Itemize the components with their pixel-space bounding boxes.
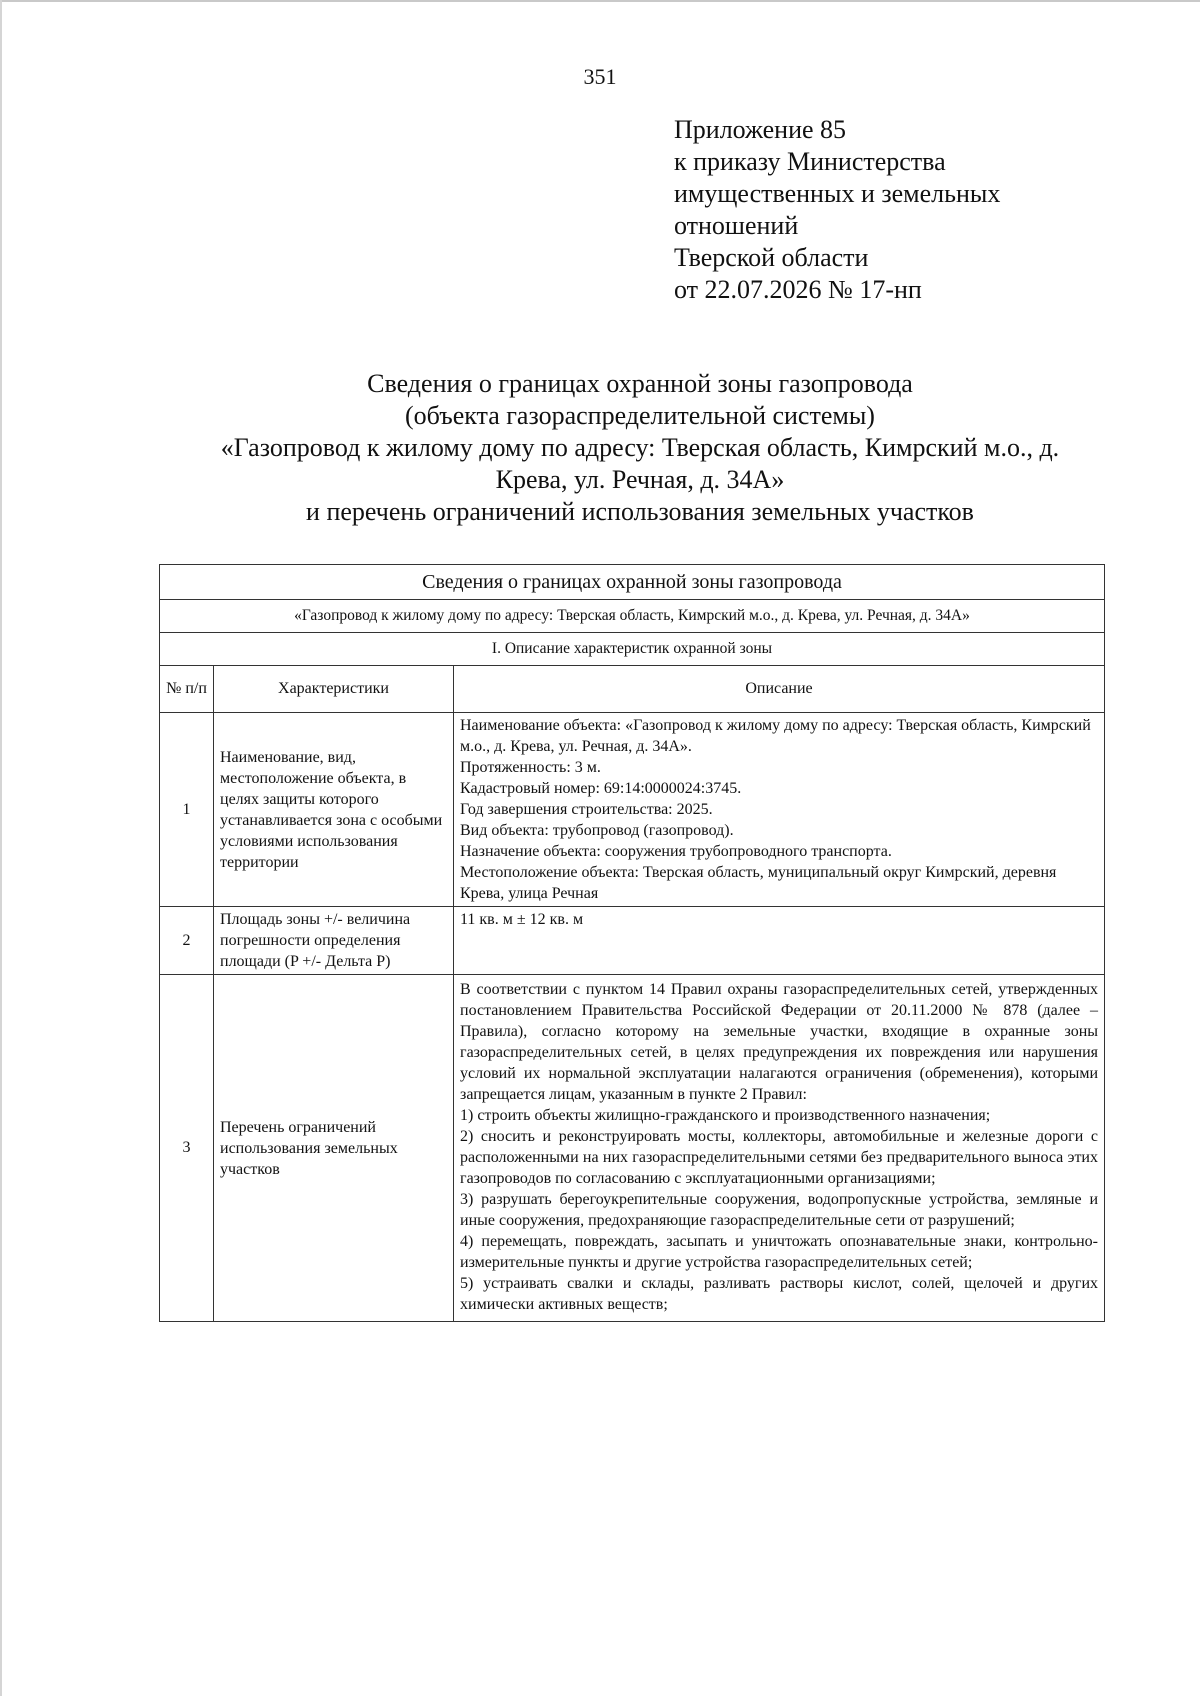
table-column-header-row [160,666,1105,713]
table-row [160,713,1105,907]
column-header-num: № п/п [160,666,214,713]
description-line: 5) устраивать свалки и склады, разливать растворы кислот, солей, щелочей и других химически активных веществ; [460,1275,1098,1313]
row-characteristic: Перечень ограничений использования земельных участков [214,975,454,1322]
appendix-line: Приложение 85 [674,115,847,144]
appendix-line: от 22.07.2026 № 17-нп [674,275,922,304]
title-line: Крева, ул. Речная, д. 34А» [495,465,785,494]
appendix-line: к приказу Министерства [674,147,946,176]
description-line: Местоположение объекта: Тверская область, муниципальный округ Кимрский, деревня Крева, улица Речная [460,864,1057,902]
table-object-row [160,600,1105,633]
appendix-line: имущественных и земельных [674,179,1001,208]
page-edge-left [0,0,2,1696]
row-characteristic: Наименование, вид, местоположение объекта, в целях защиты которого устанавливается зона с особыми условиями использования территории [214,713,454,907]
row-description [454,713,1105,907]
description-line: 3) разрушать берегоукрепительные сооружения, водопропускные устройства, земляные и иные сооружения, предохраняющие газораспределительные сети от разрушений; [460,1191,1098,1229]
row-description [454,907,1105,975]
description-line: Вид объекта: трубопровод (газопровод). [460,822,734,839]
page-edge-top [0,0,1200,2]
description-line: Кадастровый номер: 69:14:0000024:3745. [460,780,742,797]
table-section-row [160,633,1105,666]
title-line: (объекта газораспределительной системы) [405,401,875,430]
title-line: и перечень ограничений использования земельных участков [306,497,974,526]
description-line: 4) перемещать, повреждать, засыпать и уничтожать опознавательные знаки, контрольно-измерительные пункты и другие устройства газораспределительных сетей; [460,1233,1098,1271]
column-header-description: Описание [454,666,1105,713]
appendix-header [674,114,1000,306]
description-line: Год завершения строительства: 2025. [460,801,713,818]
title-line: «Газопровод к жилому дому по адресу: Тверская область, Кимрский м.о., д. [220,433,1060,462]
page-number: 351 [583,64,617,89]
appendix-line: Тверской области [674,243,869,272]
row-characteristic: Площадь зоны +/- величина погрешности определения площади (P +/- Дельта P) [214,907,454,975]
row-description [454,975,1105,1322]
table-row [160,975,1105,1322]
document-title [160,368,1120,528]
description-line: Протяженность: 3 м. [460,759,601,776]
table-section-title: I. Описание характеристик охранной зоны [160,633,1105,666]
table-main-header-row [160,565,1105,600]
row-number: 2 [160,907,214,975]
description-line: 11 кв. м ± 12 кв. м [460,911,584,928]
row-number: 1 [160,713,214,907]
column-header-characteristics: Характеристики [214,666,454,713]
description-line: 1) строить объекты жилищно-гражданского и производственного назначения; [460,1107,991,1124]
description-line: Наименование объекта: «Газопровод к жилому дому по адресу: Тверская область, Кимрский м.о., д. Крева, ул. Речная, д. 34А». [460,717,1091,755]
zone-info-table [159,564,1105,1322]
table-row [160,907,1105,975]
row-number: 3 [160,975,214,1322]
description-line: 2) сносить и реконструировать мосты, коллекторы, автомобильные и железные дороги с расположенными на них газораспределительными сетями без предварительного выноса этих газопроводов по согласованию с эксплуатационными организациями; [460,1128,1098,1187]
appendix-line: отношений [674,211,799,240]
description-line: Назначение объекта: сооружения трубопроводного транспорта. [460,843,892,860]
description-line: В соответствии с пунктом 14 Правил охраны газораспределительных сетей, утвержденных постановлением Правительства Российской Федерации от 20.11.2000 № 878 (далее – Правила), согласно которому на земельные участки, входящие в охранные зоны газораспределительных сетей, в целях предупреждения их повреждения или нарушения условий их нормальной эксплуатации налагаются ограничения (обременения), которыми запрещается лицам, указанным в пункте 2 Правил: [460,981,1098,1103]
table-main-header: Сведения о границах охранной зоны газопровода [160,565,1105,600]
table-object-name: «Газопровод к жилому дому по адресу: Тверская область, Кимрский м.о., д. Крева, ул. Речная, д. 34А» [160,600,1105,633]
title-line: Сведения о границах охранной зоны газопровода [367,369,913,398]
